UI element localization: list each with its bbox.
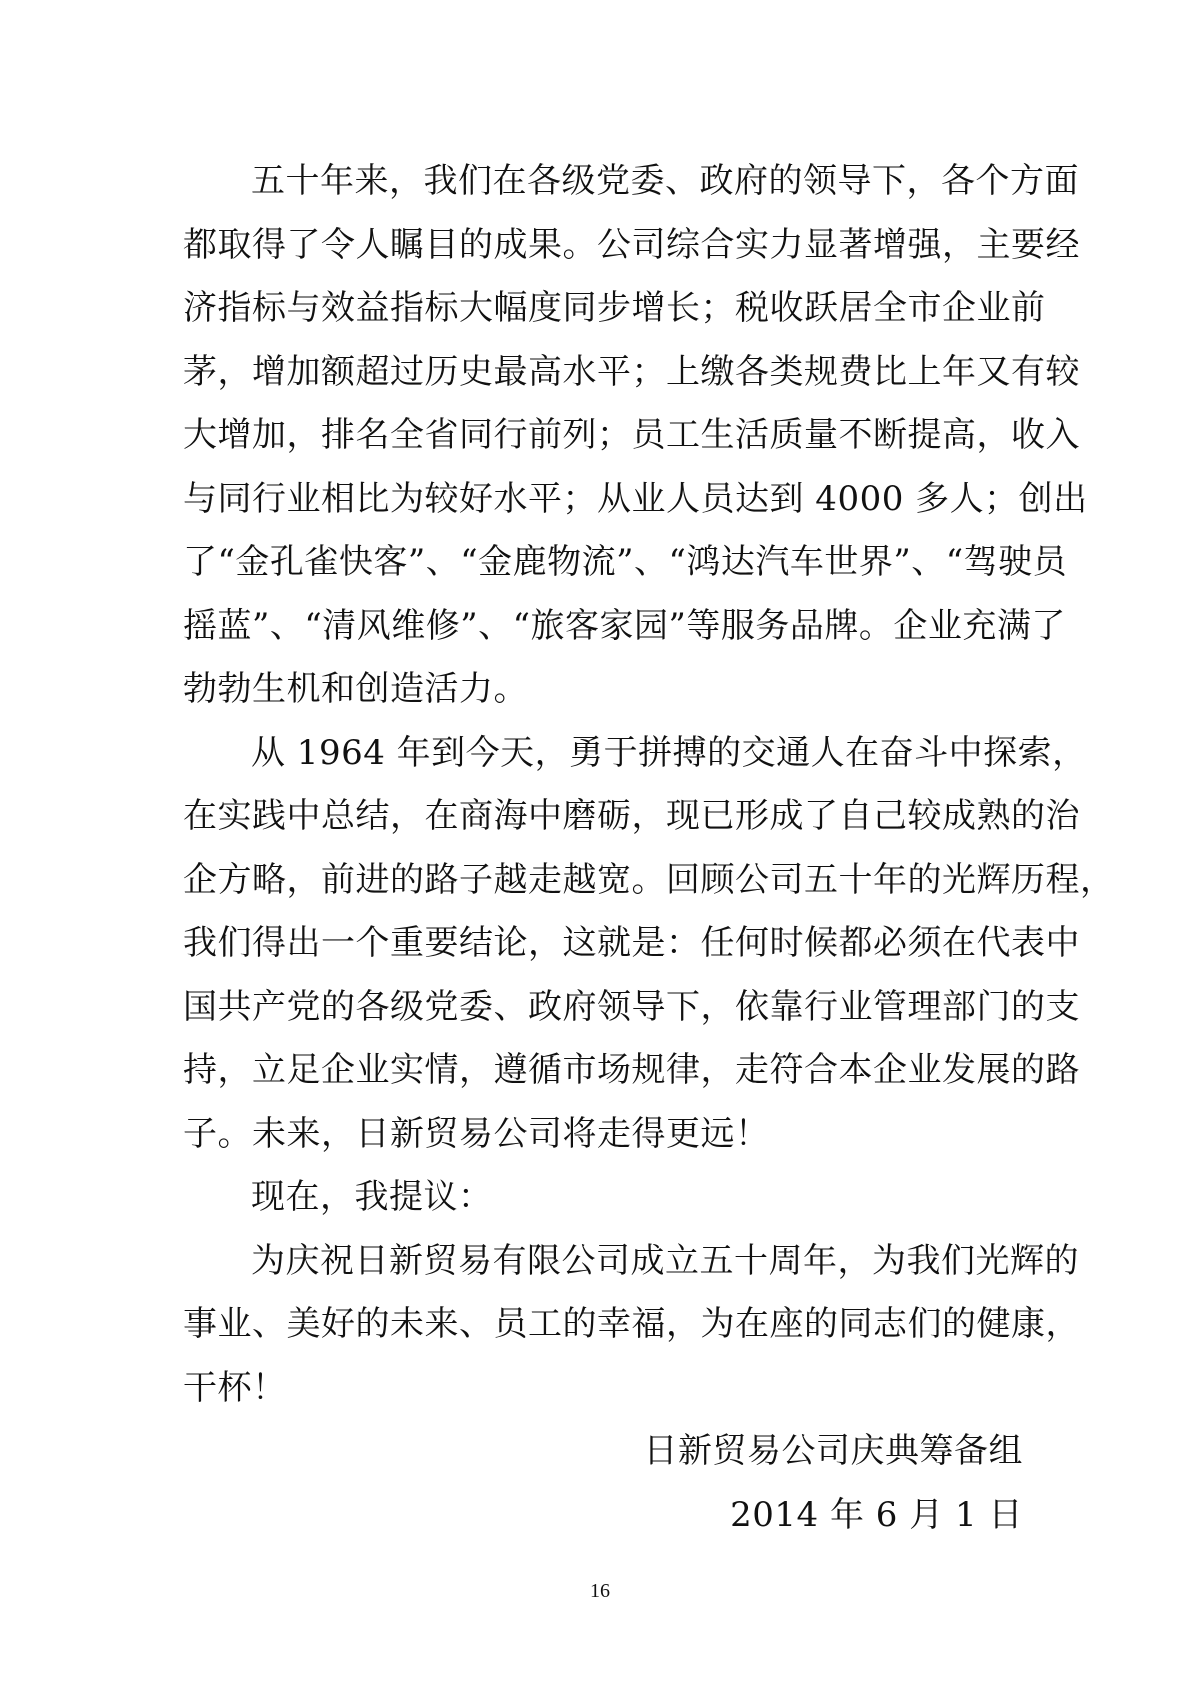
text-line: 国共产党的各级党委、政府领导下，依靠行业管理部门的支	[183, 986, 1080, 1027]
text-line: 在实践中总结，在商海中磨砺，现已形成了自己较成熟的治	[183, 796, 1080, 836]
text-line: 大增加，排名全省同行前列；员工生活质量不断提高，收入	[183, 415, 1080, 455]
text-line: 干杯！	[183, 1367, 287, 1408]
text-line: 子。未来，日新贸易公司将走得更远！	[183, 1113, 770, 1154]
text-line: 企方略，前进的路子越走越宽。回顾公司五十年的光辉历程，	[183, 859, 1115, 900]
text-line: 为庆祝日新贸易有限公司成立五十周年，为我们光辉的	[251, 1240, 1079, 1281]
text-line: 勃勃生机和创造活力。	[183, 669, 528, 709]
signature-date: 2014 年 6 月 1 日	[730, 1494, 1023, 1535]
page-number: 16	[590, 1580, 610, 1602]
text-line: 茅，增加额超过历史最高水平；上缴各类规费比上年又有较	[183, 351, 1080, 392]
text-line: 我们得出一个重要结论，这就是：任何时候都必须在代表中	[183, 923, 1080, 963]
text-line: 从 1964 年到今天，勇于拼搏的交通人在奋斗中探索，	[251, 732, 1087, 773]
signature-block	[183, 1420, 1023, 1547]
paragraph-history	[183, 722, 1115, 1167]
text-line: 济指标与效益指标大幅度同步增长；税收跃居全市企业前	[183, 288, 1046, 328]
text-line: 与同行业相比为较好水平；从业人员达到 4000 多人；创出	[183, 478, 1088, 519]
text-line: 了“金孔雀快客”、“金鹿物流”、“鸿达汽车世界”、“驾驶员	[183, 542, 1068, 582]
text-line: 五十年来，我们在各级党委、政府的领导下，各个方面	[251, 161, 1079, 201]
text-line: 事业、美好的未来、员工的幸福，为在座的同志们的健康，	[183, 1304, 1080, 1344]
signature-organization: 日新贸易公司庆典筹备组	[643, 1431, 1023, 1471]
text-line: 都取得了令人瞩目的成果。公司综合实力显著增强，主要经	[183, 224, 1080, 265]
text-line: 现在，我提议：	[251, 1177, 493, 1217]
text-line: 摇蓝”、“清风维修”、“旅客家园”等服务品牌。企业充满了	[183, 605, 1066, 646]
letter-body	[183, 150, 1115, 1547]
paragraph-toast	[183, 1230, 1080, 1421]
text-line: 持，立足企业实情，遵循市场规律，走符合本企业发展的路	[183, 1050, 1080, 1090]
paragraph-proposal	[183, 1166, 1023, 1230]
paragraph-achievements	[183, 150, 1088, 722]
